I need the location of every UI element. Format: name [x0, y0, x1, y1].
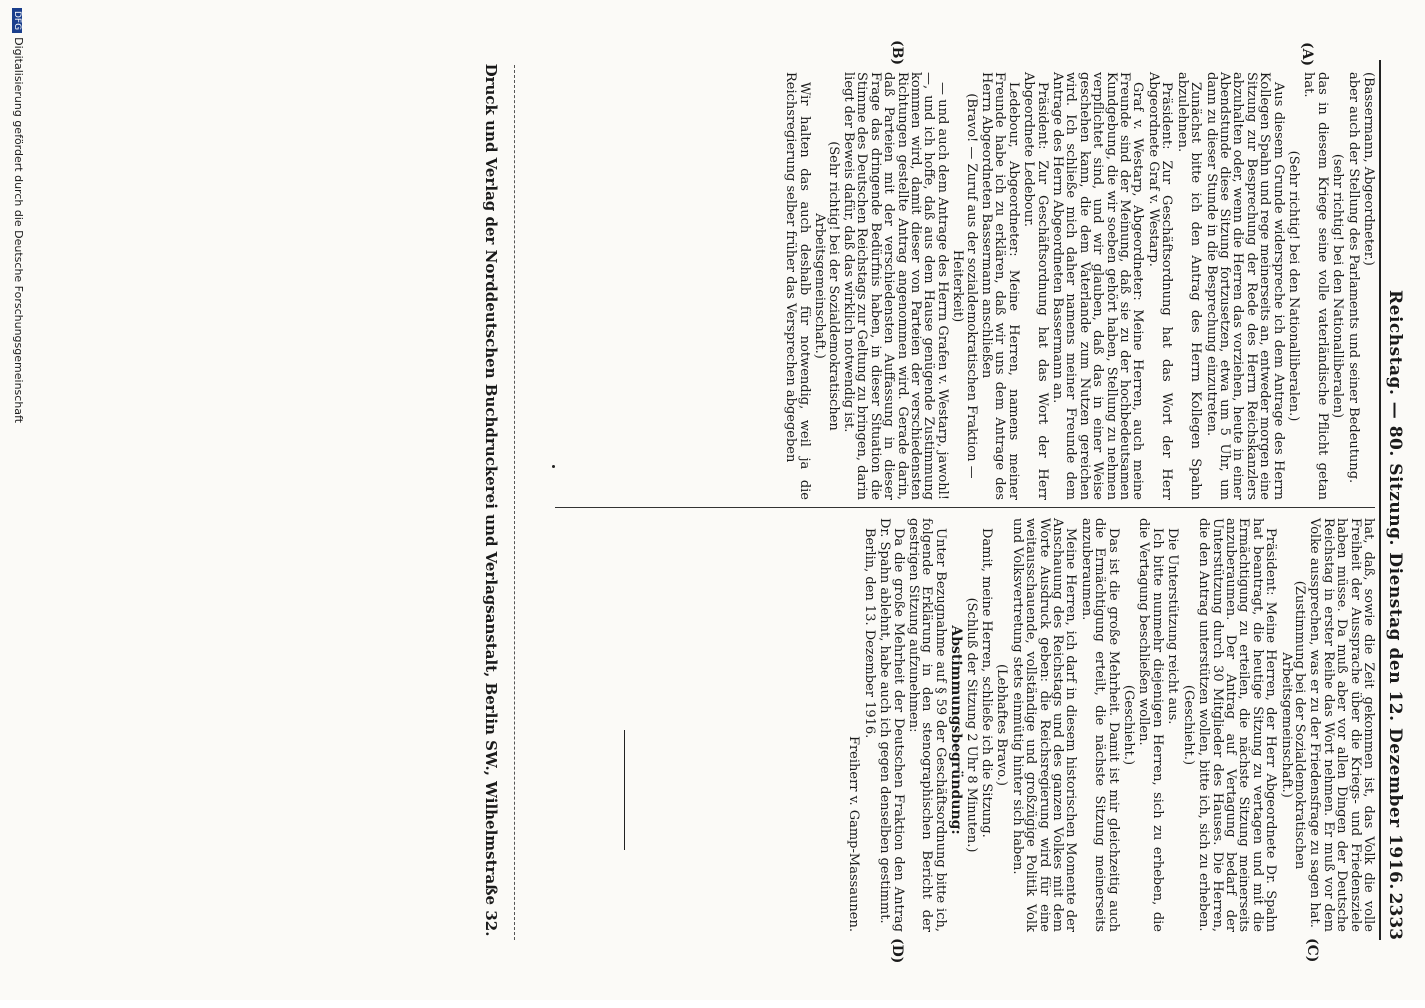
- separator-rule: [513, 65, 515, 940]
- paragraph: — und auch dem Antrage des Herrn Grafen v. Westarp, jawohl! —, und ich hoffe, daß aus dem Hause genügende Zustimmung kommen wird, damit dieser von Parteien der verschiedensten Richtungen gestellte Antrag angenommen wird. Gerade darin, daß Parteien mit der verschiedensten Auffassung in dieser Frage das dringende Bedürfnis haben, in dieser Situation die Stimme des Deutschen Reichstags zur Geltung zu bringen, darin liegt der Beweis dafür, daß das wirklich notwendig ist.: [840, 72, 950, 501]
- column-divider: [555, 507, 1375, 508]
- credit-text: Digitalisierung gefördert durch die Deutsche Forschungsgemeinschaft: [12, 37, 25, 424]
- paragraph: Ledebour, Abgeordneter: Meine Herren, namens meiner Freunde habe ich zu erklären, daß wir uns dem Antrage des Herrn Abgeordneten Bassermann anschließen: [979, 72, 1021, 500]
- session-close: (Schluß der Sitzung 2 Uhr 8 Minuten.): [963, 597, 979, 853]
- paragraph: Präsident: Zur Geschäftsordnung hat das Wort der Herr Abgeordnete Graf v. Westarp.: [1145, 72, 1175, 500]
- left-column: [782, 72, 1375, 500]
- paragraph: Da die große Mehrheit der Deutschen Fraktion den Antrag Dr. Spahn ablehnt, habe auch ich gegen denselben gestimmt.: [877, 518, 906, 932]
- margin-marker-d: (D): [889, 938, 905, 964]
- paragraph: Meine Herren, ich darf in diesem historischen Momente der Anschauung des Reichstags und des ganzen Volkes mit dem Worte Ausdruck geben: die Reichsregierung wird für eine weitausschauende, vollständige und großzügige Politik Volk und Volksvertretung stets einmütig hinter sich haben.: [1009, 518, 1079, 932]
- paragraph: das in diesem Kriege seine volle vaterländische Pflicht getan hat.: [1301, 72, 1330, 500]
- date-line: Berlin, den 13. Dezember 1916.: [861, 528, 877, 739]
- page-number: 2333: [1385, 892, 1405, 940]
- interjection: (Lebhaftes Bravo.): [994, 663, 1010, 787]
- speaker-line: (Bassermann, Abgeordneter.): [1361, 72, 1376, 266]
- paragraph: Präsident: Zur Geschäftsordnung hat das Wort der Herr Abgeordnete Ledebour.: [1021, 72, 1050, 500]
- margin-marker-b: (B): [889, 40, 905, 66]
- paragraph: Ich bitte nunmehr diejenigen Herren, sich zu erheben, die die Vertagung beschließen wollen.: [1136, 518, 1165, 932]
- interjection: (Sehr richtig! bei der Sozialdemokratischen Arbeitsgemeinschaft.): [812, 141, 841, 431]
- interjection: (Geschieht.): [1180, 684, 1196, 766]
- paragraph: Wir halten das auch deshalb für notwendig, weil ja die Reichsregierung selber früher das Versprechen abgegeben: [783, 72, 812, 500]
- paragraph: Das ist die große Mehrheit. Damit ist mir gleichzeitig auch die Ermächtigung erteilt, die nächste Sitzung meinerseits anzuberaumen.: [1078, 518, 1121, 932]
- paragraph: Damit, meine Herren, schließe ich die Sitzung.: [979, 528, 995, 838]
- ink-dot: [552, 465, 555, 468]
- short-rule: [624, 730, 625, 850]
- interjection: (Bravo! — Zuruf aus der sozialdemokratischen Fraktion — Heiterkeit): [950, 93, 979, 479]
- paragraph: Graf v. Westarp, Abgeordneter: Meine Herren, auch meine Freunde sind der Meinung, daß sie zu der hochbedeutsamen Kundgebung, die wir soeben gehört haben, Stellung zu nehmen verpflichtet sind, und wir glauben, daß das in einer Weise geschehen kann, die dem Vaterlande zum Nutzen gereichen wird. Ich schließe mich daher namens meiner Freunde dem Antrage des Herrn Abgeordneten Bassermann an.: [1050, 72, 1146, 500]
- margin-marker-a: (A): [1299, 42, 1315, 67]
- paragraph: hat, daß, sowie die Zeit gekommen ist, das Volk die volle Freiheit der Aussprache über die Kriegs- und Friedensziele haben müsse. Da muß aber vor allen Dingen der Deutsche Reichstag in erster Reihe das Wort nehmen. Er muß vor dem Volke aussprechen, was er zu der Friedensfrage zu sagen hat.: [1307, 518, 1376, 932]
- paragraph: Präsident: Meine Herren, der Herr Abgeordnete Dr. Spahn hat beantragt, die heutige Sitzung zu vertagen und mit die Ermächtigung zu erteilen, die nächste Sitzung meinerseits anzuberaumen. Der Antrag auf Vertagung bedarf der Unterstützung durch 30 Mitglieder des Hauses. Die Herren, die den Antrag unterstützen wollen, bitte ich, sich zu erheben.: [1196, 518, 1279, 932]
- page-header: [1379, 60, 1407, 940]
- interjection: (Zustimmung bei der Sozialdemokratischen Arbeitsgemeinschaft.): [1278, 580, 1307, 870]
- dfg-logo: DFG: [12, 8, 22, 33]
- paragraph: Die Unterstützung reicht aus.: [1165, 528, 1181, 725]
- right-column: [845, 518, 1375, 932]
- section-heading: Abstimmungsbegründung:: [948, 625, 965, 835]
- interjection: (Sehr richtig! bei den Nationalliberalen.): [1285, 150, 1301, 422]
- paragraph: aber auch der Stellung des Parlaments und seiner Bedeutung.: [1345, 72, 1361, 484]
- running-title: Reichstag. — 80. Sitzung. Dienstag den 12. Dezember 1916.: [1385, 290, 1405, 890]
- printer-imprint: Druck und Verlag der Norddeutschen Buchdruckerei und Verlagsanstalt, Berlin SW., Wilhelmstraße 32.: [482, 63, 500, 937]
- paragraph: Zunächst bitte ich den Antrag des Herrn Kollegen Spahn abzulehnen.: [1174, 72, 1204, 500]
- digitization-credit: [12, 0, 25, 1008]
- margin-marker-c: (C): [1304, 938, 1320, 963]
- paragraph: Unter Bezugnahme auf § 59 der Geschäftsordnung bitte ich, folgende Erklärung in den stenographischen Bericht der gestrigen Sitzung aufzunehmen:: [906, 518, 948, 932]
- interjection: (sehr richtig! bei den Nationalliberalen): [1330, 153, 1346, 419]
- interjection: (Geschieht.): [1121, 684, 1137, 766]
- signature: Freiherr v. Gamp-Massaunen.: [846, 735, 862, 932]
- paragraph: Aus diesem Grunde widerspreche ich dem Antrage des Herrn Kollegen Spahn und rege meinerseits an, entweder morgen eine Sitzung zur Besprechung der Rede des Herrn Reichskanzlers abzuhalten oder, wenn die Herren das vorziehen, heute in einer Abendstunde diese Sitzung fortzusetzen, etwa um 5 Uhr, um dann zu dieser Stunde in die Besprechung einzutreten.: [1203, 72, 1286, 500]
